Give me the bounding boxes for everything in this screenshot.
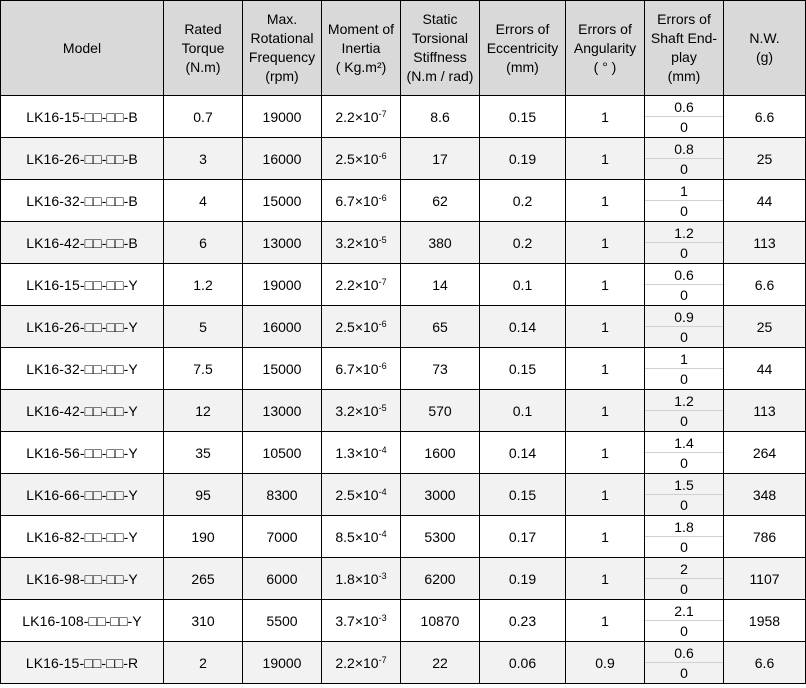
net-weight-cell: 25 <box>724 306 806 348</box>
rated-torque-cell: 95 <box>164 474 243 516</box>
inertia-exponent: -5 <box>378 234 387 245</box>
errors-of-eccentricity-cell: 0.1 <box>480 264 566 306</box>
net-weight-cell: 348 <box>724 474 806 516</box>
inertia-mantissa: 2.5×10 <box>335 318 379 335</box>
moment-of-inertia-cell <box>322 96 401 138</box>
header-line: Model <box>62 39 102 56</box>
max-rotational-frequency-cell: 15000 <box>243 180 322 222</box>
rated-torque-cell: 7.5 <box>164 348 243 390</box>
inertia-mantissa: 3.7×10 <box>335 612 379 629</box>
inertia-value <box>335 319 386 335</box>
end-play-lower-tolerance: 0 <box>680 203 688 219</box>
inertia-value <box>335 487 386 503</box>
net-weight-cell: 113 <box>724 222 806 264</box>
inertia-value <box>335 529 386 545</box>
static-torsional-stiffness-cell: 3000 <box>401 474 480 516</box>
model-cell: LK16-15-□□-□□-B <box>1 96 164 138</box>
rated-torque-cell: 6 <box>164 222 243 264</box>
table-row <box>1 222 806 264</box>
errors-of-angularity-cell: 1 <box>566 306 645 348</box>
end-play-upper-tolerance: 2 <box>645 559 723 579</box>
net-weight-cell: 6.6 <box>724 642 806 684</box>
table-row <box>1 432 806 474</box>
static-torsional-stiffness-cell: 10870 <box>401 600 480 642</box>
errors-of-angularity-cell: 1 <box>566 390 645 432</box>
errors-of-angularity-cell: 1 <box>566 558 645 600</box>
errors-of-eccentricity-cell: 0.1 <box>480 390 566 432</box>
rated-torque-cell: 265 <box>164 558 243 600</box>
model-cell: LK16-56-□□-□□-Y <box>1 432 164 474</box>
max-rotational-frequency-cell: 8300 <box>243 474 322 516</box>
errors-of-angularity-cell: 0.9 <box>566 642 645 684</box>
end-play-lower-tolerance: 0 <box>680 581 688 597</box>
errors-of-eccentricity-cell: 0.23 <box>480 600 566 642</box>
errors-of-eccentricity-cell: 0.14 <box>480 432 566 474</box>
header-line: (N.m / rad) <box>406 68 474 84</box>
rated-torque-cell: 35 <box>164 432 243 474</box>
static-torsional-stiffness-cell: 6200 <box>401 558 480 600</box>
net-weight-cell: 786 <box>724 516 806 558</box>
max-rotational-frequency-cell: 16000 <box>243 306 322 348</box>
inertia-mantissa: 6.7×10 <box>335 360 379 377</box>
moment-of-inertia-cell <box>322 558 401 600</box>
header-line: Shaft End- <box>650 30 718 46</box>
end-play-lower-tolerance: 0 <box>680 161 688 177</box>
header-line: play <box>671 49 697 65</box>
errors-of-eccentricity-cell: 0.19 <box>480 138 566 180</box>
table-row <box>1 642 806 684</box>
header-line: Angularity <box>573 39 637 56</box>
errors-of-angularity-cell: 1 <box>566 264 645 306</box>
errors-of-shaft-end-play-cell <box>645 138 724 180</box>
header-line: ( ° ) <box>593 58 617 75</box>
errors-of-shaft-end-play-cell <box>645 348 724 390</box>
end-play-upper-tolerance: 2.1 <box>645 601 723 621</box>
inertia-value <box>335 277 386 293</box>
end-play-lower-tolerance: 0 <box>680 287 688 303</box>
model-cell: LK16-66-□□-□□-Y <box>1 474 164 516</box>
inertia-mantissa: 1.3×10 <box>335 444 379 461</box>
moment-of-inertia-cell <box>322 432 401 474</box>
errors-of-shaft-end-play-cell <box>645 474 724 516</box>
inertia-value <box>335 613 386 629</box>
moment-of-inertia-cell <box>322 474 401 516</box>
inertia-value <box>335 193 386 209</box>
end-play-upper-tolerance: 1.8 <box>645 517 723 537</box>
errors-of-eccentricity-cell: 0.06 <box>480 642 566 684</box>
table-row <box>1 96 806 138</box>
inertia-mantissa: 2.2×10 <box>335 654 379 671</box>
errors-of-shaft-end-play-cell <box>645 600 724 642</box>
inertia-mantissa: 3.2×10 <box>335 234 379 251</box>
table-row <box>1 474 806 516</box>
header-line: Torsional <box>411 30 469 46</box>
errors-of-angularity-cell: 1 <box>566 96 645 138</box>
moment-of-inertia-cell <box>322 180 401 222</box>
header-line: Errors of <box>657 11 711 27</box>
end-play-lower-tolerance: 0 <box>680 329 688 345</box>
end-play-upper-tolerance: 0.9 <box>645 307 723 327</box>
static-torsional-stiffness-cell: 65 <box>401 306 480 348</box>
errors-of-shaft-end-play-cell <box>645 558 724 600</box>
header-moment-of-inertia <box>322 1 401 96</box>
errors-of-shaft-end-play-cell <box>645 264 724 306</box>
moment-of-inertia-cell <box>322 222 401 264</box>
static-torsional-stiffness-cell: 14 <box>401 264 480 306</box>
model-cell: LK16-82-□□-□□-Y <box>1 516 164 558</box>
errors-of-eccentricity-cell: 0.17 <box>480 516 566 558</box>
header-errors-of-shaft-end-play <box>645 1 724 96</box>
errors-of-shaft-end-play-cell <box>645 222 724 264</box>
header-line: Stiffness <box>413 49 467 65</box>
max-rotational-frequency-cell: 16000 <box>243 138 322 180</box>
inertia-mantissa: 2.2×10 <box>335 108 379 125</box>
net-weight-cell: 6.6 <box>724 96 806 138</box>
table-row <box>1 180 806 222</box>
model-cell: LK16-98-□□-□□-Y <box>1 558 164 600</box>
end-play-upper-tolerance: 0.8 <box>645 139 723 159</box>
inertia-exponent: -7 <box>378 276 387 287</box>
rated-torque-cell: 310 <box>164 600 243 642</box>
moment-of-inertia-cell <box>322 642 401 684</box>
moment-of-inertia-cell <box>322 138 401 180</box>
header-errors-of-angularity <box>566 1 645 96</box>
inertia-mantissa: 2.2×10 <box>335 276 379 293</box>
model-cell: LK16-32-□□-□□-B <box>1 180 164 222</box>
rated-torque-cell: 12 <box>164 390 243 432</box>
errors-of-eccentricity-cell: 0.15 <box>480 96 566 138</box>
max-rotational-frequency-cell: 10500 <box>243 432 322 474</box>
net-weight-cell: 44 <box>724 348 806 390</box>
header-line: (mm) <box>506 58 539 75</box>
errors-of-shaft-end-play-cell <box>645 432 724 474</box>
errors-of-eccentricity-cell: 0.14 <box>480 306 566 348</box>
inertia-mantissa: 6.7×10 <box>335 192 379 209</box>
errors-of-angularity-cell: 1 <box>566 516 645 558</box>
errors-of-angularity-cell: 1 <box>566 138 645 180</box>
max-rotational-frequency-cell: 19000 <box>243 96 322 138</box>
table-row <box>1 306 806 348</box>
errors-of-angularity-cell: 1 <box>566 474 645 516</box>
static-torsional-stiffness-cell: 5300 <box>401 516 480 558</box>
end-play-upper-tolerance: 1.2 <box>645 223 723 243</box>
static-torsional-stiffness-cell: 1600 <box>401 432 480 474</box>
inertia-mantissa: 2.5×10 <box>335 150 379 167</box>
header-line: Inertia <box>341 39 381 56</box>
errors-of-angularity-cell: 1 <box>566 180 645 222</box>
errors-of-shaft-end-play-cell <box>645 180 724 222</box>
table-row <box>1 138 806 180</box>
header-line: Rated <box>184 20 222 37</box>
end-play-lower-tolerance: 0 <box>680 413 688 429</box>
rated-torque-cell: 190 <box>164 516 243 558</box>
header-line: (g) <box>755 49 774 65</box>
max-rotational-frequency-cell: 7000 <box>243 516 322 558</box>
inertia-mantissa: 3.2×10 <box>335 402 379 419</box>
max-rotational-frequency-cell: 19000 <box>243 264 322 306</box>
end-play-lower-tolerance: 0 <box>680 371 688 387</box>
inertia-exponent: -4 <box>378 444 387 455</box>
model-cell: LK16-15-□□-□□-R <box>1 642 164 684</box>
end-play-upper-tolerance: 1.4 <box>645 433 723 453</box>
static-torsional-stiffness-cell: 17 <box>401 138 480 180</box>
static-torsional-stiffness-cell: 62 <box>401 180 480 222</box>
end-play-upper-tolerance: 1.5 <box>645 475 723 495</box>
errors-of-eccentricity-cell: 0.2 <box>480 222 566 264</box>
header-model <box>1 1 164 96</box>
table-row <box>1 558 806 600</box>
table-body <box>1 96 806 684</box>
net-weight-cell: 113 <box>724 390 806 432</box>
header-rated-torque <box>164 1 243 96</box>
header-line: Errors of <box>578 20 632 37</box>
net-weight-cell: 6.6 <box>724 264 806 306</box>
inertia-exponent: -6 <box>378 360 387 371</box>
errors-of-shaft-end-play-cell <box>645 516 724 558</box>
max-rotational-frequency-cell: 6000 <box>243 558 322 600</box>
moment-of-inertia-cell <box>322 516 401 558</box>
inertia-value <box>335 655 386 671</box>
header-errors-of-eccentricity <box>480 1 566 96</box>
inertia-value <box>335 403 386 419</box>
header-line: Max. <box>266 11 298 27</box>
header-line: Errors of <box>495 20 550 37</box>
rated-torque-cell: 0.7 <box>164 96 243 138</box>
inertia-value <box>335 361 386 377</box>
inertia-value <box>335 109 386 125</box>
max-rotational-frequency-cell: 19000 <box>243 642 322 684</box>
rated-torque-cell: 5 <box>164 306 243 348</box>
model-cell: LK16-15-□□-□□-Y <box>1 264 164 306</box>
moment-of-inertia-cell <box>322 348 401 390</box>
inertia-exponent: -7 <box>378 654 387 665</box>
errors-of-shaft-end-play-cell <box>645 390 724 432</box>
rated-torque-cell: 3 <box>164 138 243 180</box>
header-static-torsional-stiffness <box>401 1 480 96</box>
end-play-lower-tolerance: 0 <box>680 539 688 555</box>
end-play-upper-tolerance: 0.6 <box>645 97 723 117</box>
end-play-lower-tolerance: 0 <box>680 497 688 513</box>
inertia-exponent: -6 <box>378 318 387 329</box>
net-weight-cell: 1958 <box>724 600 806 642</box>
end-play-lower-tolerance: 0 <box>680 665 688 681</box>
rated-torque-cell: 4 <box>164 180 243 222</box>
inertia-exponent: -4 <box>378 528 387 539</box>
table-row <box>1 600 806 642</box>
header-line: ( Kg.m²) <box>335 58 387 75</box>
header-line: Frequency <box>248 49 316 65</box>
errors-of-angularity-cell: 1 <box>566 600 645 642</box>
model-cell: LK16-26-□□-□□-Y <box>1 306 164 348</box>
inertia-mantissa: 2.5×10 <box>335 486 379 503</box>
static-torsional-stiffness-cell: 570 <box>401 390 480 432</box>
inertia-exponent: -6 <box>378 150 387 161</box>
static-torsional-stiffness-cell: 22 <box>401 642 480 684</box>
max-rotational-frequency-cell: 13000 <box>243 390 322 432</box>
inertia-exponent: -3 <box>378 612 387 623</box>
moment-of-inertia-cell <box>322 390 401 432</box>
header-line: Static <box>422 11 458 27</box>
net-weight-cell: 44 <box>724 180 806 222</box>
inertia-exponent: -3 <box>378 570 387 581</box>
static-torsional-stiffness-cell: 380 <box>401 222 480 264</box>
static-torsional-stiffness-cell: 73 <box>401 348 480 390</box>
moment-of-inertia-cell <box>322 600 401 642</box>
moment-of-inertia-cell <box>322 264 401 306</box>
header-line: (rpm) <box>265 68 299 84</box>
errors-of-shaft-end-play-cell <box>645 306 724 348</box>
model-cell: LK16-42-□□-□□-B <box>1 222 164 264</box>
errors-of-shaft-end-play-cell <box>645 96 724 138</box>
errors-of-eccentricity-cell: 0.15 <box>480 348 566 390</box>
end-play-lower-tolerance: 0 <box>680 245 688 261</box>
net-weight-cell: 25 <box>724 138 806 180</box>
inertia-exponent: -6 <box>378 192 387 203</box>
inertia-value <box>335 235 386 251</box>
end-play-upper-tolerance: 1.2 <box>645 391 723 411</box>
end-play-lower-tolerance: 0 <box>680 455 688 471</box>
model-cell: LK16-26-□□-□□-B <box>1 138 164 180</box>
inertia-exponent: -7 <box>378 108 387 119</box>
model-cell: LK16-42-□□-□□-Y <box>1 390 164 432</box>
end-play-upper-tolerance: 1 <box>645 181 723 201</box>
max-rotational-frequency-cell: 15000 <box>243 348 322 390</box>
errors-of-eccentricity-cell: 0.15 <box>480 474 566 516</box>
errors-of-angularity-cell: 1 <box>566 348 645 390</box>
table-row <box>1 390 806 432</box>
table-row <box>1 348 806 390</box>
model-cell: LK16-108-□□-□□-Y <box>1 600 164 642</box>
errors-of-angularity-cell: 1 <box>566 432 645 474</box>
rated-torque-cell: 1.2 <box>164 264 243 306</box>
header-line: Torque <box>181 39 225 56</box>
inertia-exponent: -5 <box>378 402 387 413</box>
errors-of-shaft-end-play-cell <box>645 642 724 684</box>
rated-torque-cell: 2 <box>164 642 243 684</box>
header-line: Moment of <box>327 20 395 37</box>
header-line: N.W. <box>749 30 780 46</box>
header-row <box>1 1 806 96</box>
header-line: (N.m) <box>185 58 221 75</box>
table-row <box>1 516 806 558</box>
net-weight-cell: 1107 <box>724 558 806 600</box>
errors-of-eccentricity-cell: 0.19 <box>480 558 566 600</box>
header-line: (mm) <box>667 68 701 84</box>
inertia-mantissa: 1.8×10 <box>335 570 379 587</box>
end-play-upper-tolerance: 0.6 <box>645 265 723 285</box>
inertia-exponent: -4 <box>378 486 387 497</box>
inertia-value <box>335 571 386 587</box>
max-rotational-frequency-cell: 5500 <box>243 600 322 642</box>
table-row <box>1 264 806 306</box>
moment-of-inertia-cell <box>322 306 401 348</box>
end-play-lower-tolerance: 0 <box>680 119 688 135</box>
static-torsional-stiffness-cell: 8.6 <box>401 96 480 138</box>
model-cell: LK16-32-□□-□□-Y <box>1 348 164 390</box>
end-play-lower-tolerance: 0 <box>680 623 688 639</box>
header-net-weight <box>724 1 806 96</box>
net-weight-cell: 264 <box>724 432 806 474</box>
header-line: Eccentricity <box>486 39 559 56</box>
inertia-value <box>335 151 386 167</box>
end-play-upper-tolerance: 1 <box>645 349 723 369</box>
inertia-value <box>335 445 386 461</box>
end-play-upper-tolerance: 0.6 <box>645 643 723 663</box>
header-line: Rotational <box>250 30 314 46</box>
inertia-mantissa: 8.5×10 <box>335 528 379 545</box>
errors-of-angularity-cell: 1 <box>566 222 645 264</box>
header-max-rotational-frequency <box>243 1 322 96</box>
max-rotational-frequency-cell: 13000 <box>243 222 322 264</box>
errors-of-eccentricity-cell: 0.2 <box>480 180 566 222</box>
